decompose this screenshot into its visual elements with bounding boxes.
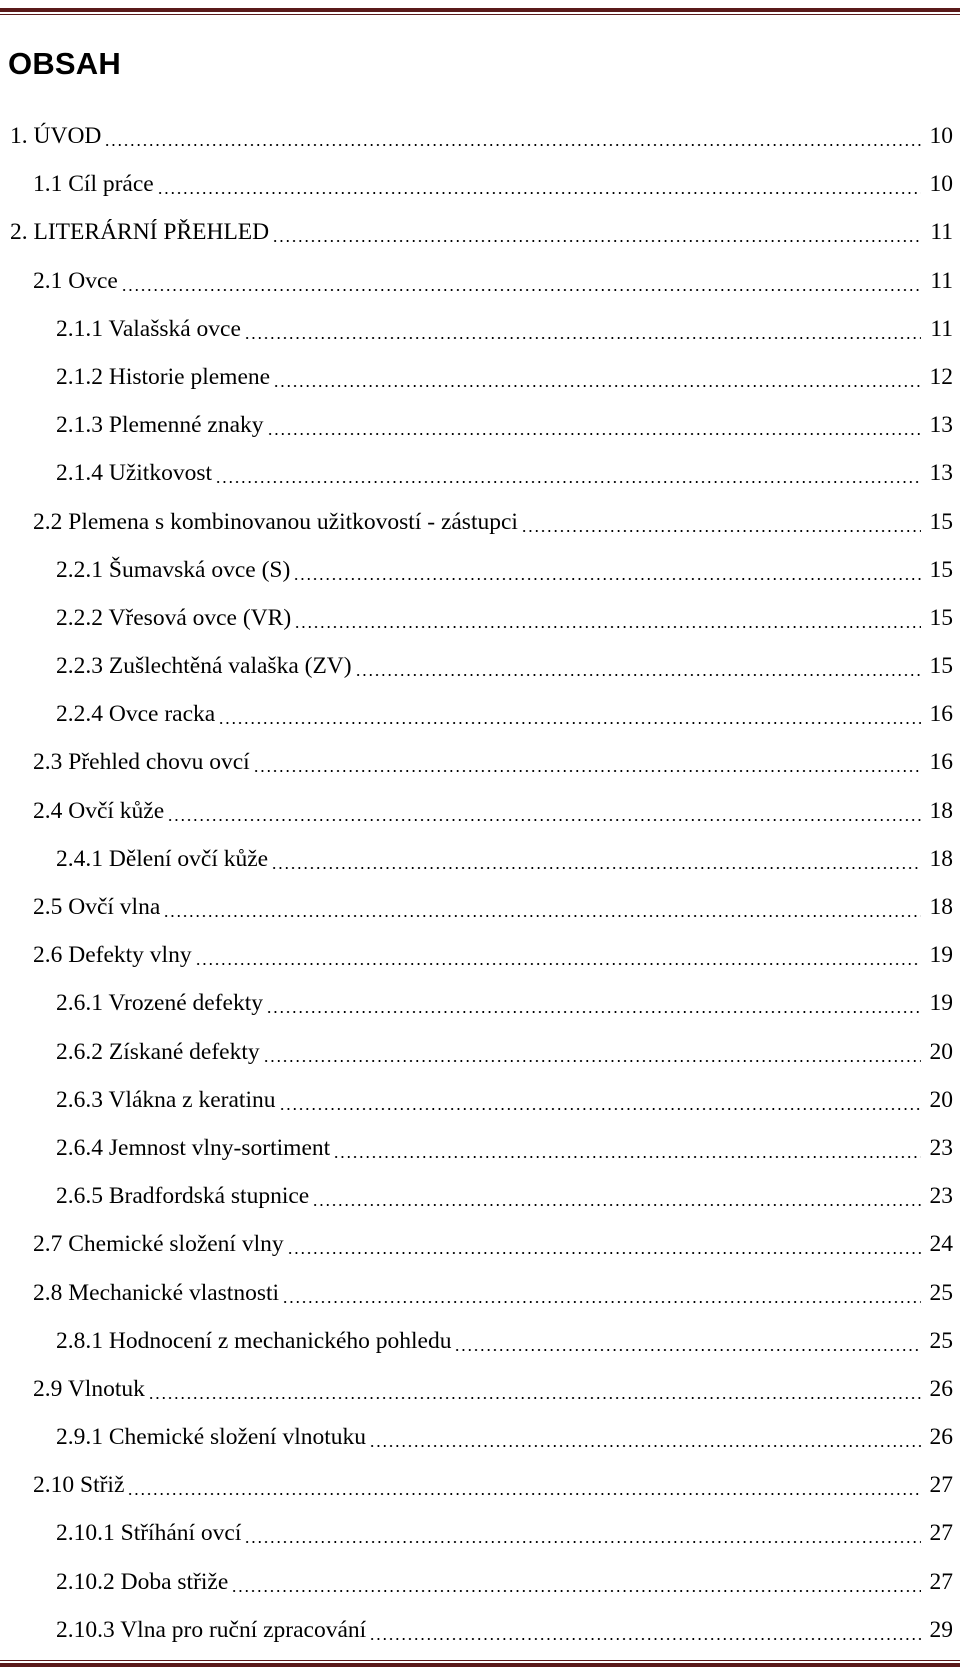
toc-dot-leader: [279, 1085, 922, 1115]
toc-entry-page-number: 16: [929, 749, 953, 776]
toc-entry[interactable]: [0, 1133, 960, 1181]
toc-entry-title: 2.1 Ovce: [33, 267, 118, 294]
toc-dot-leader: [287, 1229, 921, 1259]
toc-entry-page-number: 29: [929, 1616, 953, 1643]
toc-entry-page-number: 18: [929, 797, 953, 824]
toc-dot-leader: [195, 940, 921, 970]
toc-dot-leader: [267, 410, 921, 440]
toc-dot-leader: [294, 603, 921, 633]
toc-entry-title: 2.2 Plemena s kombinovanou užitkovostí - zástupci: [33, 508, 518, 535]
toc-entry-title: 2.8.1 Hodnocení z mechanického pohledu: [56, 1327, 452, 1354]
toc-entry-title: 2.6.1 Vrozené defekty: [56, 990, 263, 1017]
toc-entry-page-number: 11: [930, 315, 953, 342]
toc-dot-leader: [121, 266, 921, 296]
toc-dot-leader: [355, 651, 921, 681]
toc-dot-leader: [273, 362, 921, 392]
toc-entry-title: 2.2.1 Šumavská ovce (S): [56, 556, 291, 583]
toc-entry-page-number: 25: [929, 1279, 953, 1306]
toc-entry[interactable]: [0, 1085, 960, 1133]
toc-entry-title: 2.6.5 Bradfordská stupnice: [56, 1183, 310, 1210]
toc-entry-page-number: 20: [929, 1086, 953, 1113]
toc-entry-title: 2.1.4 Užitkovost: [56, 460, 213, 487]
toc-dot-leader: [282, 1278, 921, 1308]
toc-entry[interactable]: [0, 1374, 960, 1422]
toc-entry-page-number: 15: [929, 556, 953, 583]
toc-entry[interactable]: [0, 747, 960, 795]
toc-entry[interactable]: [0, 988, 960, 1036]
toc-entry[interactable]: [0, 1229, 960, 1277]
top-rule: [0, 8, 960, 15]
toc-entry[interactable]: [0, 1567, 960, 1615]
toc-entry[interactable]: [0, 940, 960, 988]
toc-entry-page-number: 13: [929, 412, 953, 439]
toc-entry[interactable]: [0, 169, 960, 217]
toc-entry[interactable]: [0, 507, 960, 555]
toc-entry-page-number: 27: [929, 1472, 953, 1499]
toc-entry-title: 2.10.1 Stříhání ovcí: [56, 1520, 242, 1547]
toc-entry-title: 2.2.3 Zušlechtěná valaška (ZV): [56, 653, 352, 680]
toc-entry[interactable]: [0, 410, 960, 458]
toc-entry-page-number: 25: [929, 1327, 953, 1354]
toc-entry-title: 2.6 Defekty vlny: [33, 942, 192, 969]
toc-entry-page-number: 26: [929, 1375, 953, 1402]
toc-entry-title: 2.6.4 Jemnost vlny-sortiment: [56, 1134, 331, 1161]
toc-entry-page-number: 27: [929, 1568, 953, 1595]
toc-dot-leader: [163, 892, 921, 922]
toc-entry-page-number: 13: [929, 460, 953, 487]
table-of-contents: [0, 121, 960, 1663]
toc-dot-leader: [369, 1615, 921, 1645]
toc-dot-leader: [244, 1518, 921, 1548]
toc-dot-leader: [148, 1374, 921, 1404]
top-rule-thin-line: [0, 14, 960, 15]
toc-entry[interactable]: [0, 892, 960, 940]
toc-entry-page-number: 12: [929, 363, 953, 390]
toc-entry[interactable]: [0, 1422, 960, 1470]
toc-dot-leader: [272, 217, 921, 247]
bottom-rule: [0, 1660, 960, 1667]
toc-entry[interactable]: [0, 1470, 960, 1518]
toc-entry-page-number: 26: [929, 1424, 953, 1451]
bottom-rule-thick-line: [0, 1663, 960, 1667]
toc-entry-page-number: 20: [929, 1038, 953, 1065]
toc-entry-page-number: 10: [929, 171, 953, 198]
toc-entry-title: 2.4.1 Dělení ovčí kůže: [56, 845, 269, 872]
toc-entry-page-number: 11: [930, 219, 953, 246]
toc-entry[interactable]: [0, 699, 960, 747]
toc-dot-leader: [266, 988, 921, 1018]
toc-entry[interactable]: [0, 603, 960, 651]
toc-entry[interactable]: [0, 1278, 960, 1326]
bottom-rule-thin-line: [0, 1660, 960, 1661]
toc-entry-page-number: 15: [929, 653, 953, 680]
toc-dot-leader: [454, 1326, 921, 1356]
toc-entry-title: 2.1.3 Plemenné znaky: [56, 412, 264, 439]
toc-entry[interactable]: [0, 844, 960, 892]
toc-dot-leader: [215, 458, 921, 488]
toc-entry-page-number: 10: [929, 123, 953, 149]
toc-entry-title: 2.1.2 Historie plemene: [56, 363, 271, 390]
toc-entry[interactable]: [0, 121, 960, 169]
toc-entry-page-number: 23: [929, 1183, 953, 1210]
toc-entry-page-number: 18: [929, 845, 953, 872]
toc-entry-title: 2.10.3 Vlna pro ruční zpracování: [56, 1616, 367, 1643]
toc-dot-leader: [244, 314, 921, 344]
toc-entry-page-number: 27: [929, 1520, 953, 1547]
toc-entry[interactable]: [0, 314, 960, 362]
toc-entry-title: 2.6.2 Získané defekty: [56, 1038, 260, 1065]
toc-entry[interactable]: [0, 651, 960, 699]
toc-entry[interactable]: [0, 217, 960, 265]
toc-entry[interactable]: [0, 266, 960, 314]
toc-entry-title: 2.4 Ovčí kůže: [33, 797, 165, 824]
toc-entry-title: 2. LITERÁRNÍ PŘEHLED: [10, 219, 270, 246]
page-title: OBSAH: [8, 46, 121, 81]
toc-dot-leader: [157, 169, 921, 199]
toc-dot-leader: [312, 1181, 921, 1211]
toc-entry-page-number: 15: [929, 508, 953, 535]
toc-entry[interactable]: [0, 1037, 960, 1085]
toc-entry-page-number: 18: [929, 894, 953, 920]
toc-entry-title: 1. ÚVOD: [10, 123, 102, 149]
toc-entry-title: 2.8 Mechanické vlastnosti: [33, 1279, 280, 1306]
toc-dot-leader: [521, 507, 921, 537]
toc-dot-leader: [231, 1567, 921, 1597]
toc-entry-page-number: 19: [929, 990, 953, 1017]
toc-entry-page-number: 19: [929, 942, 953, 969]
toc-entry[interactable]: [0, 796, 960, 844]
toc-entry-page-number: 24: [929, 1231, 953, 1258]
toc-entry-title: 2.10 Střiž: [33, 1472, 125, 1499]
toc-dot-leader: [293, 555, 921, 585]
toc-entry[interactable]: [0, 458, 960, 506]
toc-entry[interactable]: [0, 555, 960, 603]
toc-entry[interactable]: [0, 1326, 960, 1374]
toc-entry-title: 2.10.2 Doba střiže: [56, 1568, 229, 1595]
toc-entry-page-number: 16: [929, 701, 953, 728]
toc-entry-title: 1.1 Cíl práce: [33, 171, 154, 198]
toc-dot-leader: [218, 699, 921, 729]
toc-entry-title: 2.2.4 Ovce racka: [56, 701, 216, 728]
toc-entry-title: 2.9.1 Chemické složení vlnotuku: [56, 1424, 367, 1451]
toc-entry-title: 2.7 Chemické složení vlny: [33, 1231, 284, 1258]
toc-entry[interactable]: [0, 362, 960, 410]
top-rule-thick-line: [0, 8, 960, 12]
toc-entry-title: 2.5 Ovčí vlna: [33, 894, 161, 920]
toc-dot-leader: [167, 796, 921, 826]
toc-entry-title: 2.2.2 Vřesová ovce (VR): [56, 604, 292, 631]
toc-dot-leader: [333, 1133, 921, 1163]
toc-entry-title: 2.1.1 Valašská ovce: [56, 315, 241, 342]
toc-entry[interactable]: [0, 1181, 960, 1229]
toc-entry-page-number: 15: [929, 604, 953, 631]
toc-entry[interactable]: [0, 1518, 960, 1566]
toc-entry[interactable]: [0, 1615, 960, 1663]
toc-dot-leader: [369, 1422, 921, 1452]
toc-entry-title: 2.9 Vlnotuk: [33, 1375, 145, 1402]
toc-entry-title: 2.6.3 Vlákna z keratinu: [56, 1086, 276, 1113]
toc-dot-leader: [263, 1037, 921, 1067]
toc-dot-leader: [253, 747, 921, 777]
toc-dot-leader: [104, 121, 921, 151]
toc-entry-page-number: 23: [929, 1134, 953, 1161]
toc-entry-page-number: 11: [930, 267, 953, 294]
toc-entry-title: 2.3 Přehled chovu ovcí: [33, 749, 250, 776]
toc-dot-leader: [127, 1470, 921, 1500]
toc-dot-leader: [271, 844, 921, 874]
